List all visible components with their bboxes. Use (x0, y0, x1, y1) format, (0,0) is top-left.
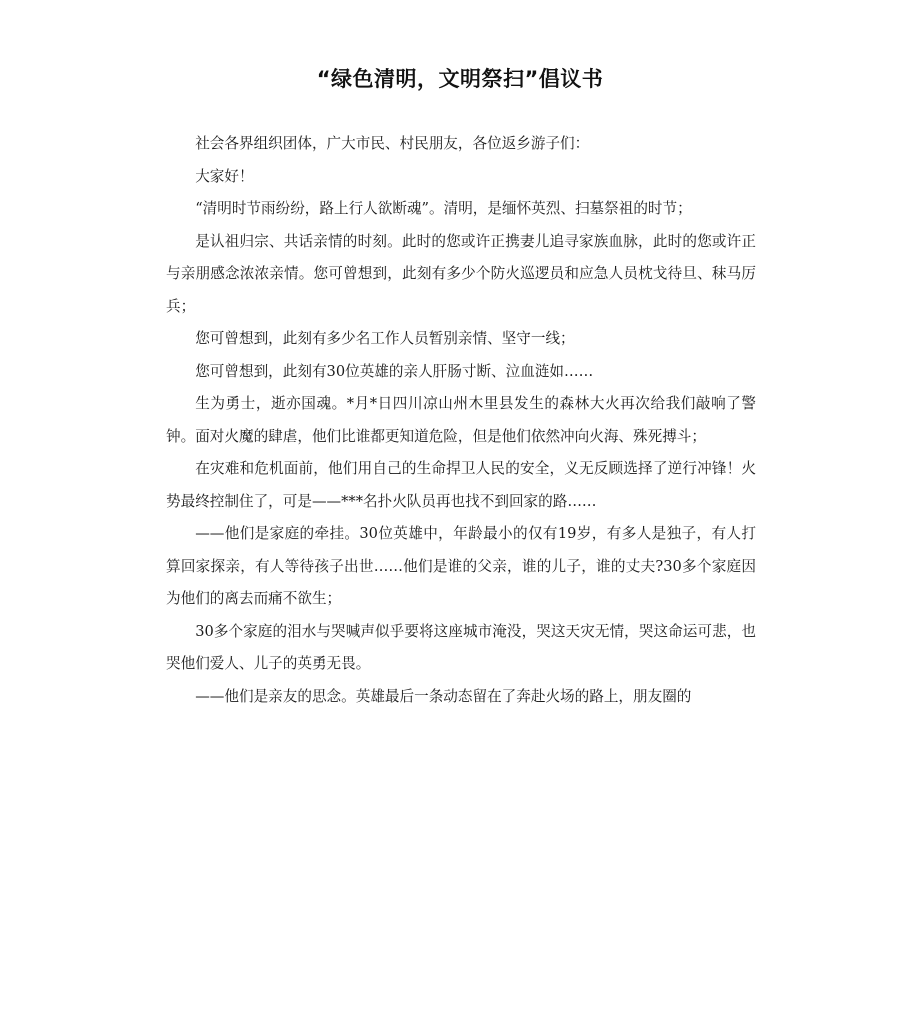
paragraph-salutation: 社会各界组织团体，广大市民、村民朋友，各位返乡游子们： (195, 135, 590, 152)
document-body (166, 128, 756, 713)
paragraph: “清明时节雨纷纷，路上行人欲断魂”。清明，是缅怀英烈、扫墓祭祖的时节； (195, 200, 692, 217)
paragraph: 您可曾想到，此刻有30位英雄的亲人肝肠寸断、泣血涟如…… (195, 362, 594, 380)
document-title: “绿色清明，文明祭扫”倡议书 (316, 67, 604, 91)
paragraph: 您可曾想到，此刻有多少名工作人员暂别亲情、坚守一线； (195, 330, 575, 347)
paragraph: 是认祖归宗、共话亲情的时刻。此时的您或许正携妻儿追寻家族血脉，此时的您或许正与亲朋感念浓浓亲情。您可曾想到，此刻有多少个防火巡逻员和应急人员枕戈待旦、秣马厉兵； (166, 232, 756, 315)
paragraph: 生为勇士，逝亦国魂。*月*日四川凉山州木里县发生的森林大火再次给我们敲响了警钟。面对火魔的肆虐，他们比谁都更知道危险，但是他们依然冲向火海、殊死搏斗； (166, 395, 756, 445)
paragraph: 30多个家庭的泪水与哭喊声似乎要将这座城市淹没，哭这天灾无情，哭这命运可悲，也哭他们爱人、儿子的英勇无畏。 (166, 622, 756, 672)
paragraph: ——他们是亲友的思念。英雄最后一条动态留在了奔赴火场的路上，朋友圈的 (195, 687, 692, 705)
paragraph: ——他们是家庭的牵挂。30位英雄中，年龄最小的仅有19岁，有多人是独子，有人打算回家探亲，有人等待孩子出世……他们是谁的父亲，谁的儿子，谁的丈夫?30多个家庭因为他们的离去而痛不欲生； (166, 525, 756, 607)
paragraph-greeting: 大家好！ (195, 167, 254, 185)
paragraph: 在灾难和危机面前，他们用自己的生命捍卫人民的安全，义无反顾选择了逆行冲锋！火势最终控制住了，可是——***名扑火队员再也找不到回家的路…… (166, 460, 756, 510)
